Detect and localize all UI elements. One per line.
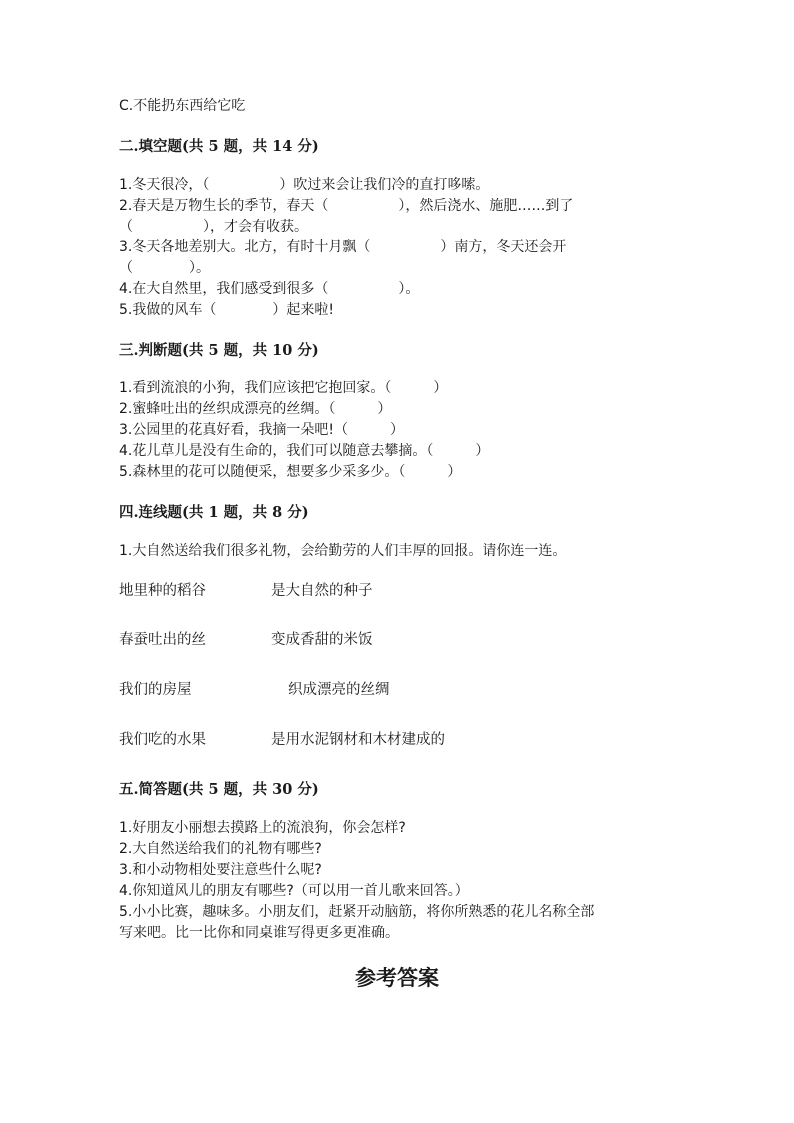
matching-left-item: 我们的房屋 [119, 682, 192, 698]
short-question-5: 5.小小比赛，趣味多。小朋友们，赶紧开动脑筋，将你所熟悉的花儿名称全部 [119, 904, 595, 920]
fill-question-4: 4.在大自然里，我们感受到很多（ ）。 [119, 281, 420, 297]
short-answer-section-title: 五.简答题(共 5 题，共 30 分) [119, 781, 319, 798]
matching-left-item: 春蚕吐出的丝 [119, 632, 206, 648]
judge-question-5: 5.森林里的花可以随便采，想要多少采多少。（ ） [119, 464, 462, 480]
fill-question-3: 3.冬天各地差别大。北方，有时十月飘（ ）南方，冬天还会开 [119, 239, 567, 255]
answer-key-title: 参考答案 [355, 965, 439, 990]
matching-left-item: 我们吃的水果 [119, 732, 206, 748]
choice-option-c: C.不能扔东西给它吃 [119, 98, 246, 114]
short-question-5-cont: 写来吧。比一比你和同桌谁写得更多更准确。 [119, 925, 399, 941]
matching-right-item: 变成香甜的米饭 [271, 632, 373, 648]
fill-question-1: 1.冬天很冷，（ ）吹过来会让我们冷的直打哆嗦。 [119, 177, 490, 193]
judge-question-4: 4.花儿草儿是没有生命的，我们可以随意去攀摘。（ ） [119, 443, 490, 459]
fill-question-5: 5.我做的风车（ ）起来啦! [119, 302, 334, 318]
short-question-4: 4.你知道风儿的朋友有哪些?（可以用一首儿歌来回答。） [119, 883, 469, 899]
fill-question-2-cont: （ ），才会有收获。 [119, 219, 308, 235]
matching-left-item: 地里种的稻谷 [119, 583, 206, 599]
matching-section-title: 四.连线题(共 1 题，共 8 分) [119, 504, 309, 521]
fill-question-2: 2.春天是万物生长的季节，春天（ ），然后浇水、施肥……到了 [119, 198, 574, 214]
judge-question-1: 1.看到流浪的小狗，我们应该把它抱回家。（ ） [119, 380, 448, 396]
matching-right-item: 是用水泥钢材和木材建成的 [271, 732, 445, 748]
fill-question-3-cont: （ ）。 [119, 260, 210, 276]
matching-right-item: 是大自然的种子 [271, 583, 373, 599]
short-question-1: 1.好朋友小丽想去摸路上的流浪狗，你会怎样? [119, 820, 406, 836]
judge-section-title: 三.判断题(共 5 题，共 10 分) [119, 342, 319, 359]
short-question-3: 3.和小动物相处要注意些什么呢? [119, 862, 322, 878]
fill-section-title: 二.填空题(共 5 题，共 14 分) [119, 138, 319, 155]
matching-prompt: 1.大自然送给我们很多礼物，会给勤劳的人们丰厚的回报。请你连一连。 [119, 543, 567, 559]
matching-right-item: 织成漂亮的丝绸 [288, 682, 390, 698]
judge-question-3: 3.公园里的花真好看，我摘一朵吧!（ ） [119, 422, 404, 438]
short-question-2: 2.大自然送给我们的礼物有哪些? [119, 841, 322, 857]
judge-question-2: 2.蜜蜂吐出的丝织成漂亮的丝绸。（ ） [119, 401, 392, 417]
